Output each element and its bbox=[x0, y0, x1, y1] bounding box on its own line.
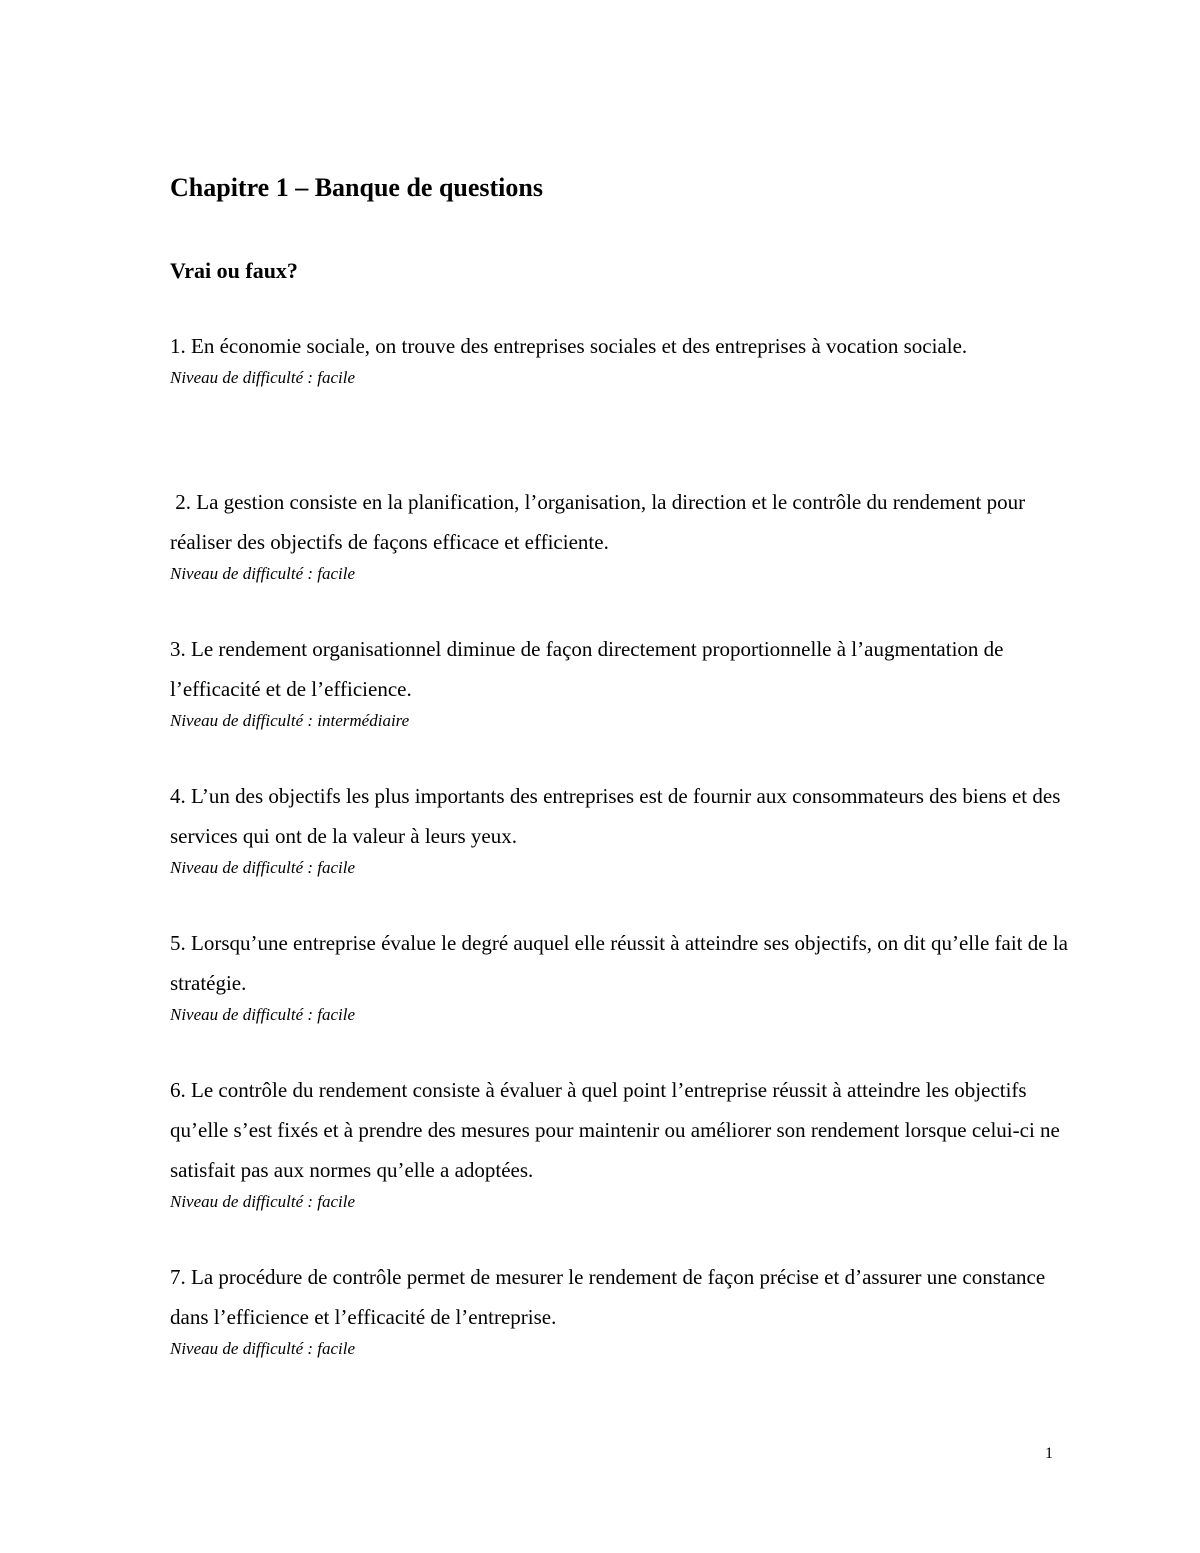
difficulty-level: Niveau de difficulté : facile bbox=[170, 1192, 356, 1211]
question-text: 6. Le contrôle du rendement consiste à évaluer à quel point l’entreprise réussit à atteindre les objectifs qu’elle s’est fixés et à prendre des mesures pour maintenir ou améliorer son rendement lorsque celui-ci ne satisfait pas aux normes qu’elle a adoptées. bbox=[170, 1078, 1060, 1182]
question-text: 7. La procédure de contrôle permet de mesurer le rendement de façon précise et d’assurer une constance dans l’efficience et l’efficacité de l’entreprise. bbox=[170, 1265, 1046, 1329]
difficulty-level: Niveau de difficulté : facile bbox=[170, 858, 356, 877]
question-item bbox=[170, 482, 1070, 586]
question-text: 1. En économie sociale, on trouve des entreprises sociales et des entreprises à vocation sociale. bbox=[170, 334, 968, 358]
question-item bbox=[170, 1257, 1070, 1361]
difficulty-level: Niveau de difficulté : facile bbox=[170, 368, 356, 387]
difficulty-level: Niveau de difficulté : facile bbox=[170, 1005, 356, 1024]
question-item bbox=[170, 326, 1070, 390]
difficulty-level: Niveau de difficulté : facile bbox=[170, 1339, 356, 1358]
difficulty-level: Niveau de difficulté : facile bbox=[170, 564, 356, 583]
question-text: 3. Le rendement organisationnel diminue de façon directement proportionnelle à l’augmentation de l’efficacité et de l’efficience. bbox=[170, 637, 1004, 701]
page-title: Chapitre 1 – Banque de questions bbox=[170, 173, 543, 202]
question-text: 5. Lorsqu’une entreprise évalue le degré auquel elle réussit à atteindre ses objectifs, on dit qu’elle fait de la stratégie. bbox=[170, 931, 1068, 995]
page-number: 1 bbox=[1045, 1445, 1053, 1462]
difficulty-level: Niveau de difficulté : intermédiaire bbox=[170, 711, 410, 730]
question-item bbox=[170, 776, 1070, 880]
question-item bbox=[170, 923, 1070, 1027]
question-text: 2. La gestion consiste en la planification, l’organisation, la direction et le contrôle du rendement pour réaliser des objectifs de façons efficace et efficiente. bbox=[170, 490, 1031, 554]
question-text: 4. L’un des objectifs les plus importants des entreprises est de fournir aux consommateurs des biens et des services qui ont de la valeur à leurs yeux. bbox=[170, 784, 1061, 848]
question-item bbox=[170, 629, 1070, 733]
question-item bbox=[170, 1070, 1070, 1214]
section-heading: Vrai ou faux? bbox=[170, 258, 298, 283]
